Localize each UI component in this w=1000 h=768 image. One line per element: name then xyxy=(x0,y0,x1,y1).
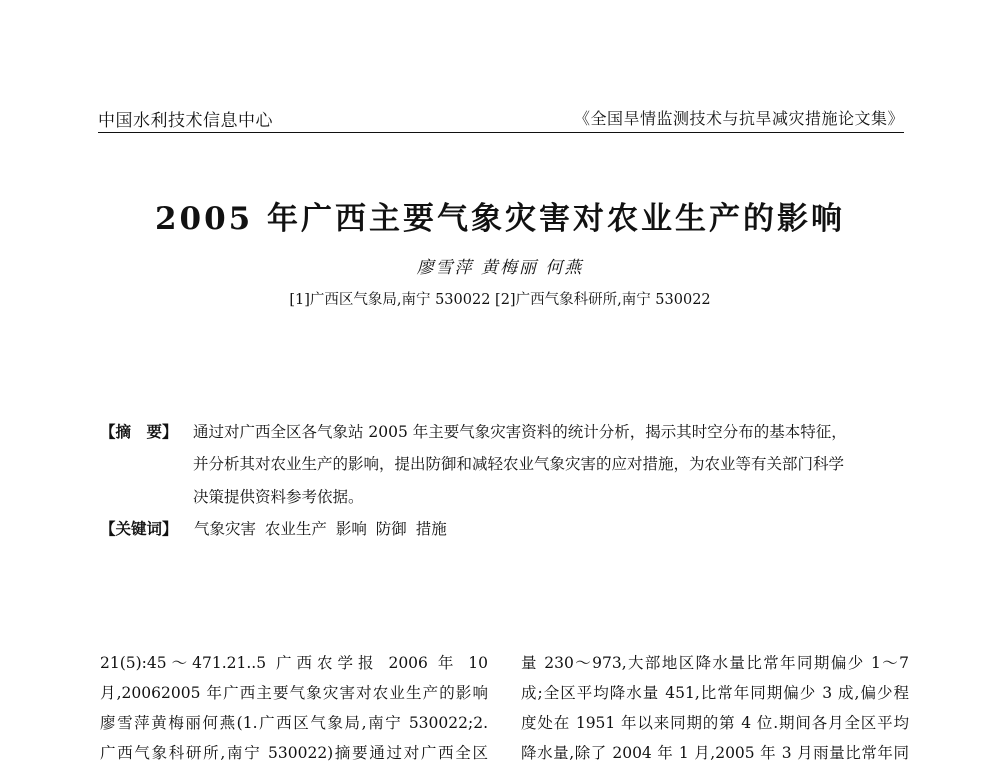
running-header-right: 《全国旱情监测技术与抗旱减灾措施论文集》 xyxy=(573,109,904,128)
body-line: 降水量,除了 2004 年 1 月,2005 年 3 月雨量比常年同 xyxy=(521,744,909,762)
header-divider xyxy=(98,132,904,133)
paper-title: 2005 年广西主要气象灾害对农业生产的影响 xyxy=(154,201,846,237)
abstract-line: 决策提供资料参考依据。 xyxy=(193,488,364,506)
authors: 廖雪萍 黄梅丽 何燕 xyxy=(416,258,584,278)
body-line: 21(5):45～471.21..5 广西农学报 2006 年 10 xyxy=(100,654,488,672)
keywords-text: 气象灾害 农业生产 影响 防御 措施 xyxy=(194,520,447,538)
body-line: 量 230～973,大部地区降水量比常年同期偏少 1～7 xyxy=(521,654,909,672)
abstract-line: 并分析其对农业生产的影响，提出防御和减轻农业气象灾害的应对措施，为农业等有关部门科学 xyxy=(193,455,845,473)
body-column-right xyxy=(521,648,909,768)
body-line: 度处在 1951 年以来同期的第 4 位.期间各月全区平均 xyxy=(521,714,909,732)
abstract-label: 【摘 要】 xyxy=(100,422,178,441)
body-line: 成;全区平均降水量 451,比常年同期偏少 3 成,偏少程 xyxy=(521,684,909,702)
keywords-label: 【关键词】 xyxy=(100,519,178,538)
body-line: 廖雪萍黄梅丽何燕(1.广西区气象局,南宁 530022;2. xyxy=(100,714,488,732)
body-line: 月,20062005 年广西主要气象灾害对农业生产的影响 xyxy=(100,684,488,702)
running-header-left: 中国水利技术信息中心 xyxy=(98,111,273,131)
abstract-line: 通过对广西全区各气象站 2005 年主要气象灾害资料的统计分析，揭示其时空分布的基本特征， xyxy=(193,423,847,441)
body-line: 广西气象科研所,南宁 530022)摘要通过对广西全区 xyxy=(100,744,488,762)
body-column-left xyxy=(100,648,488,768)
affiliation: [1]广西区气象局,南宁 530022 [2]广西气象科研所,南宁 530022 xyxy=(289,292,711,308)
